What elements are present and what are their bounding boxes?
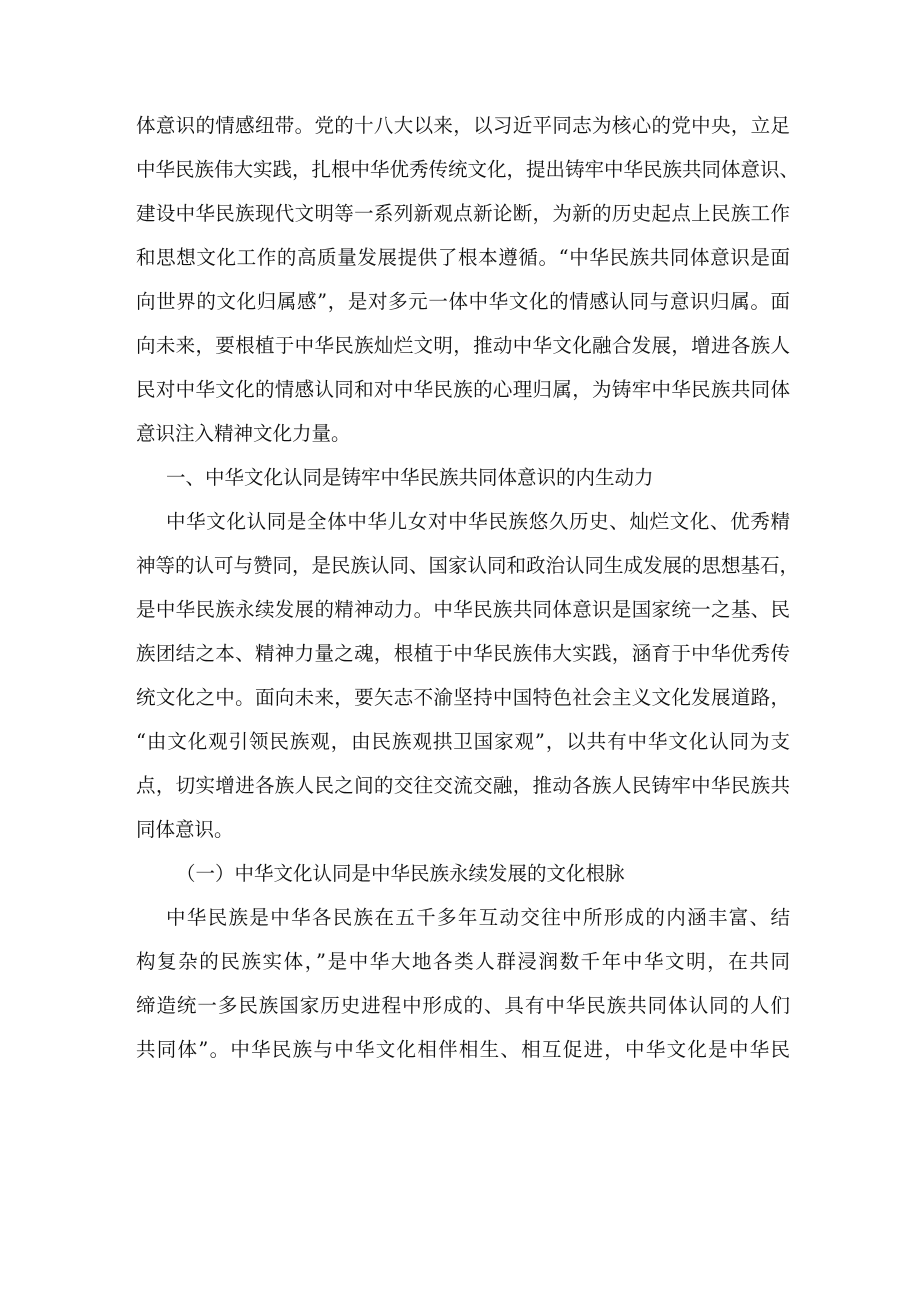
text-line: 和思想文化工作的高质量发展提供了根本遵循。“中华民族共同体意识是面: [136, 246, 790, 269]
text-line: 民对中华文化的情感认同和对中华民族的心理归属，为铸牢中华民族共同体: [136, 378, 790, 401]
text-line: 建设中华民族现代文明等一系列新观点新论断，为新的历史起点上民族工作: [136, 202, 790, 225]
text-line: 中华民族伟大实践，扎根中华优秀传统文化，提出铸牢中华民族共同体意识、: [136, 158, 800, 181]
text-line: 统文化之中。面向未来，要矢志不渝坚持中国特色社会主义文化发展道路，: [136, 686, 790, 709]
text-line: 体意识的情感纽带。党的十八大以来，以习近平同志为核心的党中央，立足: [136, 114, 790, 137]
section-heading-2: （一）中华文化认同是中华民族永续发展的文化根脉: [176, 862, 625, 885]
text-line: 向未来，要根植于中华民族灿烂文明，推动中华文化融合发展，增进各族人: [136, 334, 790, 357]
text-line: 中华民族是中华各民族在五千多年互动交往中所形成的内涵丰富、结: [166, 906, 790, 929]
text-line: 共同体”。中华民族与中华文化相伴相生、相互促进，中华文化是中华民: [136, 1038, 790, 1061]
text-line: 同体意识。: [136, 818, 234, 841]
text-line: 构复杂的民族实体，”是中华大地各类人群浸润数千年中华文明，在共同: [136, 950, 790, 973]
text-line: 族团结之本、精神力量之魂，根植于中华民族伟大实践，涵育于中华优秀传: [136, 642, 790, 665]
text-line: 中华文化认同是全体中华儿女对中华民族悠久历史、灿烂文化、优秀精: [166, 510, 790, 533]
text-line: “由文化观引领民族观，由民族观拱卫国家观”，以共有中华文化认同为支: [136, 730, 790, 753]
paragraph-section-2: [136, 896, 790, 1072]
text-line: 意识注入精神文化力量。: [136, 422, 351, 445]
text-line: 神等的认可与赞同，是民族认同、国家认同和政治认同生成发展的思想基石，: [136, 554, 800, 577]
text-line: 点，切实增进各族人民之间的交往交流交融，推动各族人民铸牢中华民族共: [136, 774, 790, 797]
section-heading-1: 一、中华文化认同是铸牢中华民族共同体意识的内生动力: [166, 466, 654, 489]
paragraph-section-1: [136, 500, 800, 852]
text-line: 是中华民族永续发展的精神动力。中华民族共同体意识是国家统一之基、民: [136, 598, 790, 621]
text-line: 向世界的文化归属感”，是对多元一体中华文化的情感认同与意识归属。面: [136, 290, 790, 313]
text-line: 缔造统一多民族国家历史进程中形成的、具有中华民族共同体认同的人们: [136, 994, 790, 1017]
paragraph-intro: [136, 104, 800, 456]
document-body: [136, 104, 800, 1072]
